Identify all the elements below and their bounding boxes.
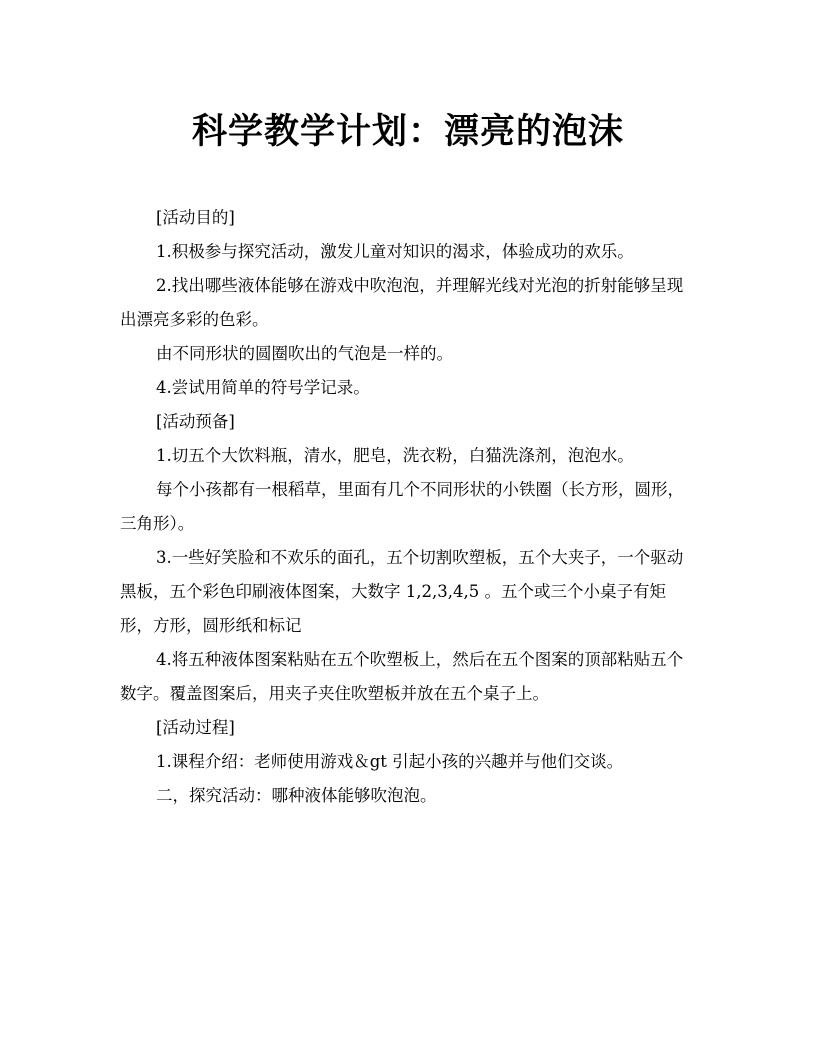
document-title: 科学教学计划：漂亮的泡沫 <box>191 111 624 152</box>
paragraph: 3.一些好笑脸和不欢乐的面孔，五个切割吹塑板，五个大夹子，一个驱动黑板，五个彩色印刷液体图案，大数字 1,2,3,4,5 。五个或三个小桌子有矩形，方形，圆形纸和标记 <box>120 548 684 635</box>
paragraph: 由不同形状的圆圈吹出的气泡是一样的。 <box>156 344 453 363</box>
paragraph: 1.课程介绍：老师使用游戏＆gt 引起小孩的兴趣并与他们交谈。 <box>156 752 624 771</box>
paragraph: 二，探究活动：哪种液体能够吹泡泡。 <box>156 786 437 805</box>
paragraph: 1.切五个大饮料瓶，清水，肥皂，洗衣粉，白猫洗涤剂，泡泡水。 <box>156 446 634 465</box>
paragraph: 2.找出哪些液体能够在游戏中吹泡泡，并理解光线对光泡的折射能够呈现出漂亮多彩的色彩。 <box>120 276 684 329</box>
paragraph: 4.将五种液体图案粘贴在五个吹塑板上，然后在五个图案的顶部粘贴五个数字。覆盖图案后，用夹子夹住吹塑板并放在五个桌子上。 <box>120 650 684 703</box>
section-heading-preparation: [活动预备] <box>156 412 235 431</box>
paragraph: 4.尝试用简单的符号学记录。 <box>156 378 370 397</box>
paragraph: 1.积极参与探究活动，激发儿童对知识的渴求，体验成功的欢乐。 <box>156 242 634 261</box>
document-body <box>120 201 698 813</box>
section-heading-process: [活动过程] <box>156 718 235 737</box>
paragraph: 每个小孩都有一根稻草，里面有几个不同形状的小铁圈（长方形，圆形，三角形）。 <box>120 480 684 533</box>
section-heading-objectives: [活动目的] <box>156 208 235 227</box>
